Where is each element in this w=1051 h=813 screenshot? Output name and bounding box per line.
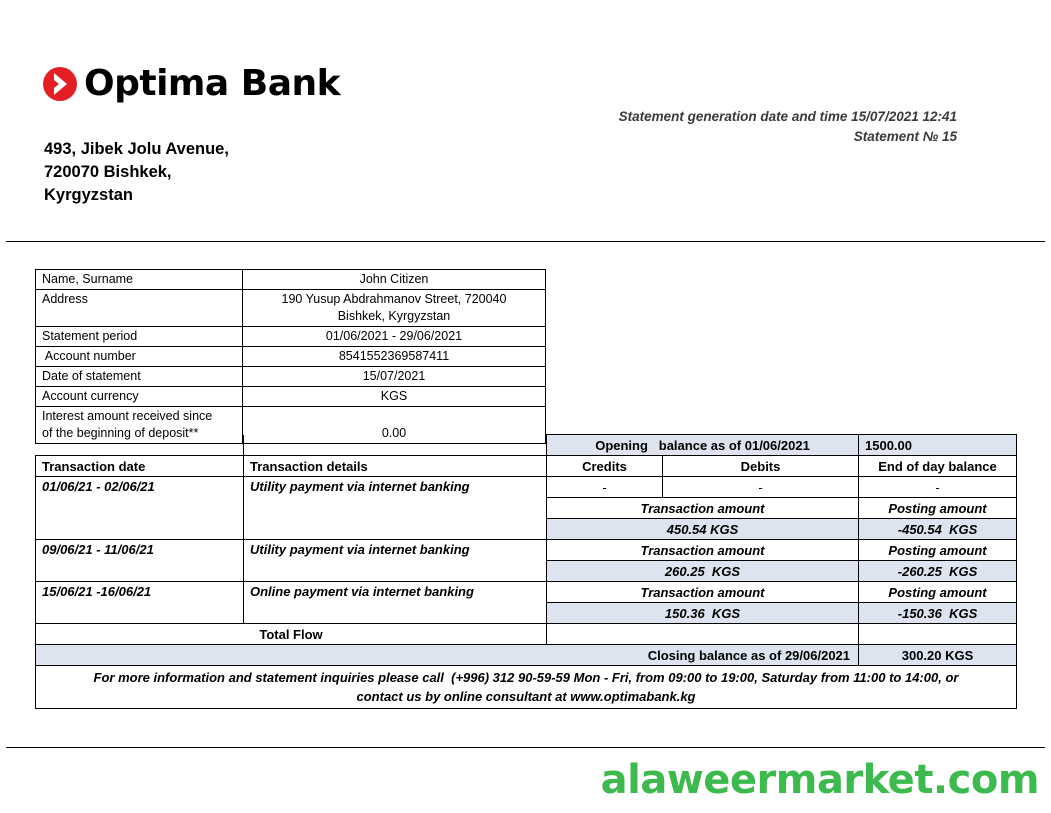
table-row bbox=[36, 540, 1017, 561]
info-row-date bbox=[36, 367, 546, 387]
tx-debits: - bbox=[663, 477, 859, 498]
info-label: Statement period bbox=[36, 327, 243, 347]
tx-amount: 150.36 KGS bbox=[547, 603, 859, 624]
bank-name: Optima Bank bbox=[84, 63, 341, 104]
col-header-date: Transaction date bbox=[36, 456, 244, 477]
tx-details: Utility payment via internet banking bbox=[244, 477, 547, 540]
statement-generation-date: Statement generation date and time 15/07/2021 12:41 bbox=[618, 109, 957, 124]
footer-line: For more information and statement inquiries please call (+996) 312 90-59-59 Mon - Fri, from 09:00 to 19:00, Saturday from 11:00 to 14:00, or bbox=[93, 670, 959, 685]
table-row bbox=[36, 582, 1017, 603]
bank-address-line: Kyrgyzstan bbox=[44, 186, 133, 204]
statement-meta bbox=[619, 107, 957, 147]
col-header-credits: Credits bbox=[547, 456, 663, 477]
tx-date: 09/06/21 - 11/06/21 bbox=[36, 540, 244, 582]
bank-logo bbox=[42, 64, 340, 104]
bank-address-line: 493, Jibek Jolu Avenue, bbox=[44, 140, 229, 158]
tx-amount-label: Transaction amount bbox=[547, 498, 859, 519]
info-row-address bbox=[36, 290, 546, 327]
tx-details: Utility payment via internet banking bbox=[244, 540, 547, 582]
opening-balance-value: 1500.00 bbox=[859, 435, 1017, 456]
tx-end-balance: - bbox=[859, 477, 1017, 498]
closing-balance-row bbox=[36, 645, 1017, 666]
opening-balance-row bbox=[36, 435, 1017, 456]
tx-details: Online payment via internet banking bbox=[244, 582, 547, 624]
tx-posting-label: Posting amount bbox=[859, 540, 1017, 561]
divider-bottom bbox=[6, 747, 1045, 748]
tx-posting: -150.36 KGS bbox=[859, 603, 1017, 624]
info-row-currency bbox=[36, 387, 546, 407]
statement-number: Statement № 15 bbox=[853, 129, 957, 144]
opening-balance-label: Opening balance as of 01/06/2021 bbox=[547, 435, 859, 456]
tx-posting: -260.25 KGS bbox=[859, 561, 1017, 582]
tx-posting-label: Posting amount bbox=[859, 582, 1017, 603]
interest-label-line: of the beginning of deposit** bbox=[42, 426, 199, 440]
info-row-period bbox=[36, 327, 546, 347]
tx-amount-label: Transaction amount bbox=[547, 582, 859, 603]
tx-date: 01/06/21 - 02/06/21 bbox=[36, 477, 244, 540]
address-line: 190 Yusup Abdrahmanov Street, 720040 bbox=[281, 292, 507, 306]
info-label: Address bbox=[36, 290, 243, 327]
info-row-account bbox=[36, 347, 546, 367]
footer-note bbox=[36, 666, 1017, 709]
bank-address-line: 720070 Bishkek, bbox=[44, 163, 172, 181]
info-label: Date of statement bbox=[36, 367, 243, 387]
customer-info-table bbox=[35, 269, 546, 444]
col-header-debits: Debits bbox=[663, 456, 859, 477]
col-header-details: Transaction details bbox=[244, 456, 547, 477]
address-line: Bishkek, Kyrgyzstan bbox=[337, 309, 451, 323]
total-flow-label: Total Flow bbox=[36, 624, 547, 645]
closing-balance-label: Closing balance as of 29/06/2021 bbox=[36, 645, 859, 666]
info-value bbox=[243, 290, 546, 327]
divider-top bbox=[6, 241, 1045, 242]
watermark: alaweermarket.com bbox=[600, 757, 1039, 803]
tx-amount: 450.54 KGS bbox=[547, 519, 859, 540]
info-value: 0.00 bbox=[243, 407, 546, 444]
interest-label-line: Interest amount received since bbox=[42, 409, 213, 423]
bank-address bbox=[44, 138, 229, 207]
table-row bbox=[36, 477, 1017, 498]
info-value: KGS bbox=[243, 387, 546, 407]
info-value: 15/07/2021 bbox=[243, 367, 546, 387]
tx-posting: -450.54 KGS bbox=[859, 519, 1017, 540]
optima-arrow-logo-icon bbox=[42, 66, 78, 102]
closing-balance-value: 300.20 KGS bbox=[859, 645, 1017, 666]
total-flow-row bbox=[36, 624, 1017, 645]
col-header-end-balance: End of day balance bbox=[859, 456, 1017, 477]
info-value: 8541552369587411 bbox=[243, 347, 546, 367]
info-row-name bbox=[36, 270, 546, 290]
info-value: 01/06/2021 - 29/06/2021 bbox=[243, 327, 546, 347]
info-label: Account currency bbox=[36, 387, 243, 407]
transactions-table bbox=[35, 434, 1017, 709]
info-value: John Citizen bbox=[243, 270, 546, 290]
footer-line: contact us by online consultant at www.optimabank.kg bbox=[356, 689, 696, 704]
info-label: Name, Surname bbox=[36, 270, 243, 290]
tx-posting-label: Posting amount bbox=[859, 498, 1017, 519]
footer-row bbox=[36, 666, 1017, 709]
tx-amount-label: Transaction amount bbox=[547, 540, 859, 561]
tx-amount: 260.25 KGS bbox=[547, 561, 859, 582]
info-label: Account number bbox=[36, 347, 243, 367]
tx-credits: - bbox=[547, 477, 663, 498]
tx-date: 15/06/21 -16/06/21 bbox=[36, 582, 244, 624]
header-row bbox=[36, 456, 1017, 477]
